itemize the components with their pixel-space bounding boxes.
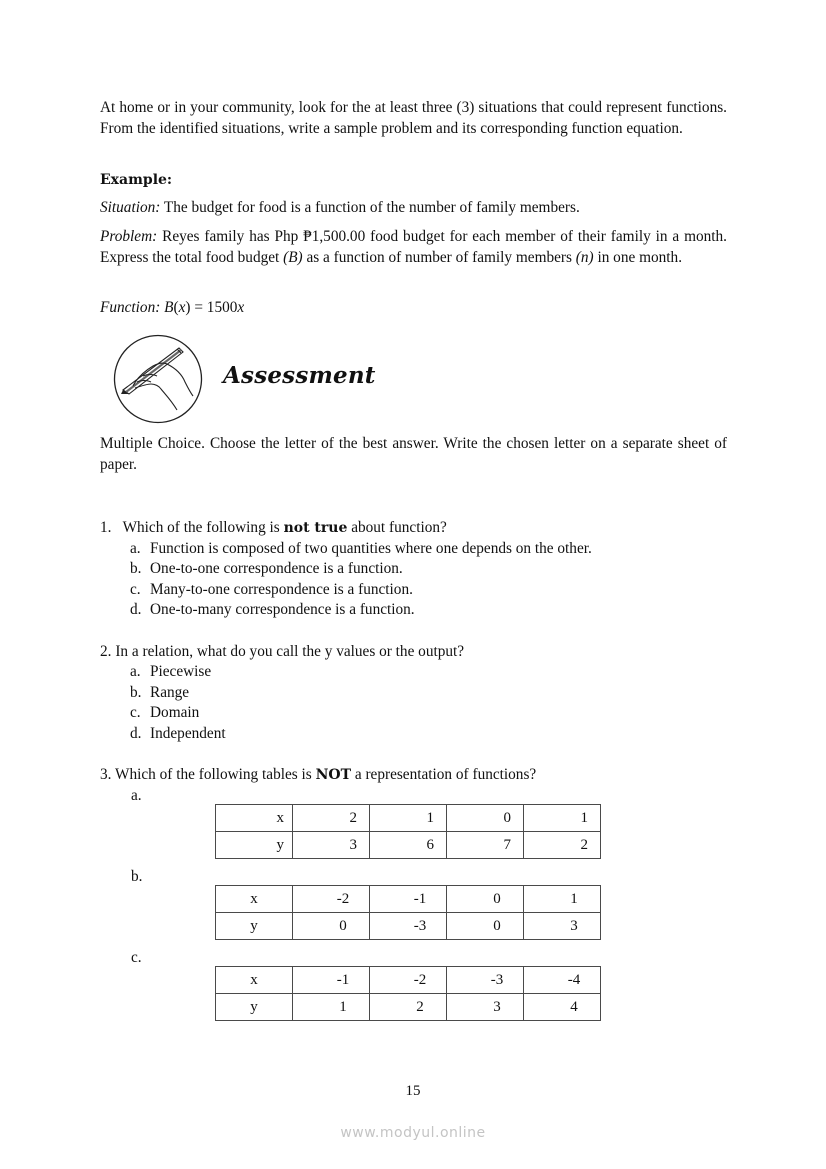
table-cell: 1 [370, 805, 447, 832]
situation-line [100, 198, 727, 219]
table-cell: 0 [447, 886, 524, 913]
question-1-option-a: a. Function is composed of two quantities where one depends on the other. [130, 540, 592, 557]
table-cell: -4 [524, 967, 601, 994]
table-cell: 3 [447, 994, 524, 1021]
question-3-emphasis: NOT [315, 767, 351, 783]
problem-var-b: (B) [283, 248, 303, 266]
question-1-option-b: b. One-to-one correspondence is a function. [130, 560, 403, 577]
table-a [215, 804, 601, 859]
problem-text-3: in one month. [593, 248, 683, 266]
table-cell: x [216, 886, 293, 913]
question-1-text-before: Which of the following is [122, 519, 284, 536]
table-cell: x [216, 967, 293, 994]
table-b-label: b. [131, 868, 143, 885]
question-2-text: In a relation, what do you call the y values or the output? [115, 643, 465, 660]
question-1-number: 1. [100, 519, 112, 536]
table-c-label: c. [131, 949, 142, 966]
question-2-number: 2. [100, 643, 112, 660]
question-2-option-a: a. Piecewise [130, 663, 212, 680]
table-b [215, 885, 601, 940]
table-cell: 4 [524, 994, 601, 1021]
question-2-option-d: d. Independent [130, 725, 226, 742]
table-cell: 2 [370, 994, 447, 1021]
question-3-text-before: Which of the following tables is [115, 766, 316, 783]
function-label: Function: [100, 299, 161, 316]
table-c [215, 966, 601, 1021]
problem-var-n: (n) [575, 248, 594, 266]
situation-label: Situation: [100, 199, 161, 216]
table-cell: 3 [524, 913, 601, 940]
question-1-text-after: about function? [347, 519, 447, 536]
problem-paragraph [100, 227, 727, 268]
example-heading-text: Example: [100, 172, 173, 188]
problem-text-2: as a function of number of family members [302, 248, 576, 266]
table-cell: 0 [293, 913, 370, 940]
table-cell: -3 [370, 913, 447, 940]
intro-paragraph: At home or in your community, look for the at least three (3) situations that could represent functions. From the identified situations, write a sample problem and its corresponding function equation. [100, 99, 727, 137]
table-cell: -3 [447, 967, 524, 994]
question-1 [100, 518, 447, 539]
hand-writing-pencil-icon [113, 334, 203, 424]
table-cell: 0 [447, 805, 524, 832]
table-row [216, 832, 601, 859]
question-2-option-c: c. Domain [130, 704, 200, 721]
table-cell: 0 [447, 913, 524, 940]
table-cell: 2 [293, 805, 370, 832]
table-cell: y [216, 994, 293, 1021]
question-2-option-b: b. Range [130, 684, 190, 701]
page-number: 15 [405, 1083, 421, 1099]
assessment-title: Assessment [223, 362, 376, 389]
table-cell: 3 [293, 832, 370, 859]
table-row [216, 994, 601, 1021]
example-heading [100, 170, 727, 191]
table-cell: 1 [293, 994, 370, 1021]
question-3-number: 3. [100, 766, 112, 783]
table-a-label: a. [131, 787, 142, 804]
problem-label: Problem: [100, 228, 158, 245]
assessment-instructions: Multiple Choice. Choose the letter of the best answer. Write the chosen letter on a separate sheet of paper. [100, 435, 727, 473]
table-row [216, 805, 601, 832]
question-1-option-d: d. One-to-many correspondence is a function. [130, 601, 415, 618]
table-row [216, 967, 601, 994]
table-cell: 7 [447, 832, 524, 859]
table-cell: 6 [370, 832, 447, 859]
table-row [216, 886, 601, 913]
table-cell: x [216, 805, 293, 832]
table-cell: 1 [524, 805, 601, 832]
question-1-option-c: c. Many-to-one correspondence is a function. [130, 581, 413, 598]
table-cell: -1 [370, 886, 447, 913]
situation-text: The budget for food is a function of the number of family members. [160, 199, 580, 216]
table-cell: 2 [524, 832, 601, 859]
question-1-emphasis: not true [283, 520, 348, 536]
function-equation: B(x) = 1500x [164, 299, 245, 316]
watermark: www.modyul.online [340, 1125, 486, 1141]
table-cell: -2 [293, 886, 370, 913]
table-cell: y [216, 832, 293, 859]
question-3-text-after: a representation of functions? [351, 766, 537, 783]
table-cell: -1 [293, 967, 370, 994]
question-3 [100, 765, 536, 786]
function-line [100, 298, 727, 319]
question-2 [100, 642, 464, 663]
table-row [216, 913, 601, 940]
problem-text-1: Reyes family has Php ₱1,500.00 food budget for each member of their family in a month. Express the total food budget [100, 228, 727, 266]
table-cell: 1 [524, 886, 601, 913]
table-cell: -2 [370, 967, 447, 994]
table-cell: y [216, 913, 293, 940]
